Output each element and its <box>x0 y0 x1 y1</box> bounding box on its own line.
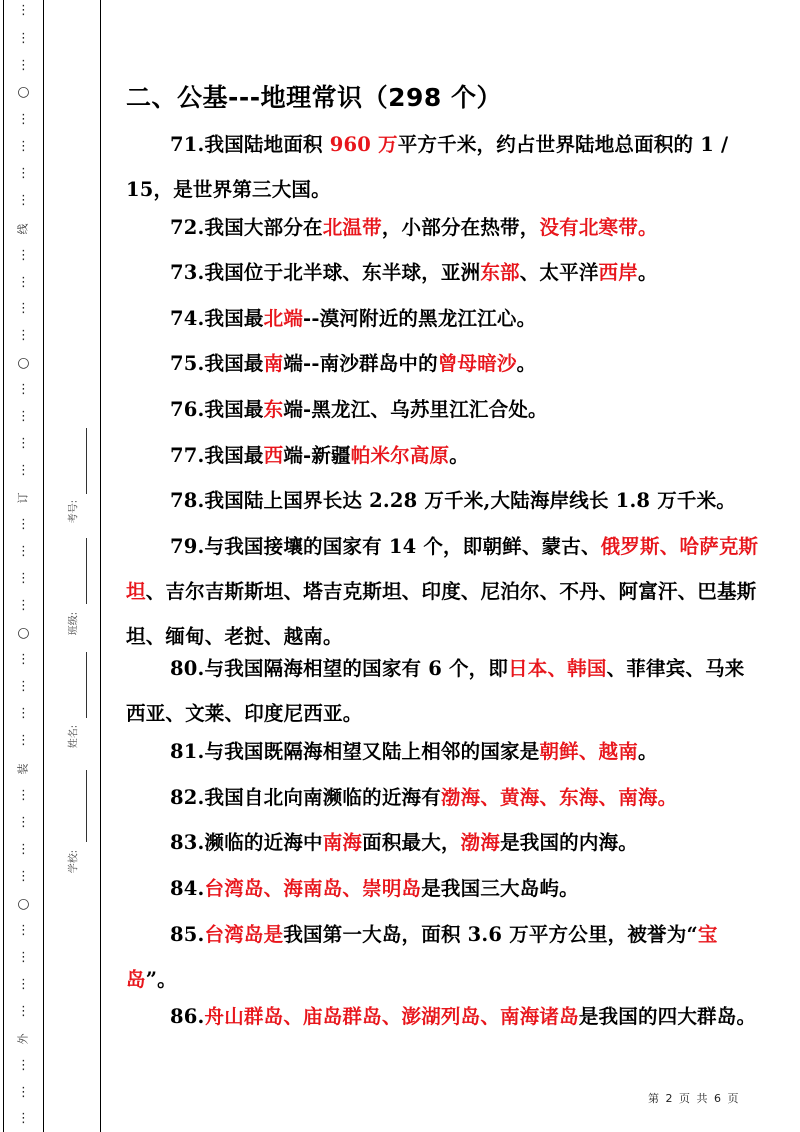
student-info-column <box>44 0 100 1132</box>
dotted-separator: ⋮ <box>17 815 30 830</box>
field-label: 班级: <box>68 611 80 636</box>
circle-marker: ○ <box>17 896 30 912</box>
binding-label: 订 <box>16 492 30 504</box>
dotted-separator: ⋮ <box>17 869 30 884</box>
highlighted-text: 北温带 <box>322 216 382 239</box>
binding-label: 装 <box>16 763 30 775</box>
body-text: 85. <box>170 923 205 946</box>
body-text: 是我国的内海。 <box>500 831 638 854</box>
highlighted-text: 舟山群岛、庙岛群岛、澎湖列岛、南海诸岛 <box>204 1005 579 1028</box>
body-text: 83.濒临的近海中 <box>170 831 323 854</box>
binding-label: 外 <box>16 1033 30 1045</box>
highlighted-text: 日本、韩国 <box>508 657 607 680</box>
dotted-separator: ⋮ <box>17 301 30 316</box>
dotted-separator: ⋮ <box>17 382 30 397</box>
dotted-separator: ⋮ <box>17 275 30 290</box>
dotted-separator: ⋮ <box>17 1058 30 1073</box>
body-text: 是我国的四大群岛。 <box>578 1005 757 1028</box>
highlighted-text: 没有北寒带。 <box>539 216 658 239</box>
body-text: 端-黑龙江、乌苏里江汇合处。 <box>283 398 548 421</box>
dotted-separator: ⋮ <box>17 112 30 127</box>
fill-in-line[interactable] <box>86 652 87 718</box>
circle-marker: ○ <box>17 625 30 641</box>
dotted-separator: ⋮ <box>17 571 30 586</box>
fact-item <box>126 205 762 250</box>
body-text: 79.与我国接壤的国家有 14 个，即朝鲜、蒙古、 <box>170 535 601 558</box>
dotted-separator: ⋮ <box>17 1004 30 1019</box>
body-text: 78.我国陆上国界长达 2.28 万千米,大陆海岸线长 1.8 万千米。 <box>170 489 736 512</box>
fill-in-line[interactable] <box>86 770 87 842</box>
fact-item <box>126 433 762 478</box>
highlighted-text: 朝鲜、越南 <box>539 740 638 763</box>
fact-item <box>126 820 762 865</box>
fact-item <box>126 296 762 341</box>
highlighted-text: 东部 <box>480 261 520 284</box>
highlighted-text: 北端 <box>263 307 304 330</box>
dotted-separator: ⋮ <box>17 977 30 992</box>
body-text: 72.我国大部分在 <box>170 216 323 239</box>
dotted-separator: ⋮ <box>17 1111 30 1126</box>
dotted-separator: ⋮ <box>17 436 30 451</box>
body-text: 74.我国最 <box>170 307 264 330</box>
body-text: 端-新疆 <box>283 444 351 467</box>
body-text: 、菲律宾、马来西亚、文莱、印度尼西亚。 <box>126 657 745 725</box>
fact-item <box>126 122 762 212</box>
dotted-separator: ⋮ <box>17 409 30 424</box>
dotted-separator: ⋮ <box>17 706 30 721</box>
page-number: 第 2 页 共 6 页 <box>648 1092 739 1105</box>
circle-marker: ○ <box>17 355 30 371</box>
fact-item <box>126 646 762 736</box>
body-text: 80.与我国隔海相望的国家有 6 个，即 <box>170 657 509 680</box>
body-text: 是我国三大岛屿。 <box>421 877 579 900</box>
circle-marker: ○ <box>17 84 30 100</box>
body-text: 75.我国最 <box>170 352 264 375</box>
highlighted-text: 台湾岛是 <box>204 923 284 946</box>
dotted-separator: ⋮ <box>17 58 30 73</box>
highlighted-text: 西 <box>263 444 284 467</box>
dotted-separator: ⋮ <box>17 652 30 667</box>
field-label: 考号: <box>68 499 80 524</box>
dotted-separator: ⋮ <box>17 166 30 181</box>
dotted-separator: ⋮ <box>17 328 30 343</box>
dotted-separator: ⋮ <box>17 950 30 965</box>
body-text: 77.我国最 <box>170 444 264 467</box>
highlighted-text: 帕米尔高原 <box>350 444 450 467</box>
highlighted-text: 南海 <box>322 831 363 854</box>
highlighted-text: 俄罗斯、哈萨克斯坦 <box>126 535 759 603</box>
dotted-separator: ⋮ <box>17 248 30 263</box>
body-text: 面积最大， <box>362 831 461 854</box>
dotted-separator: ⋮ <box>17 842 30 857</box>
fact-item <box>126 478 762 523</box>
highlighted-text: 台湾岛、海南岛、崇明岛 <box>204 877 422 900</box>
body-text: 81.与我国既隔海相望又陆上相邻的国家是 <box>170 740 540 763</box>
highlighted-text: 西岸 <box>598 261 638 284</box>
fact-item <box>126 866 762 911</box>
binding-strip <box>4 0 43 1132</box>
fact-item <box>126 994 762 1039</box>
body-text: 、吉尔吉斯斯坦、塔吉克斯坦、印度、尼泊尔、不丹、阿富汗、巴基斯坦、缅甸、老挝、越南。 <box>126 580 757 648</box>
fact-item <box>126 250 762 295</box>
body-text: --漠河附近的黑龙江江心。 <box>303 307 537 330</box>
highlighted-text: 曾母暗沙 <box>437 352 517 375</box>
body-text: 。 <box>516 352 537 375</box>
fact-item <box>126 729 762 774</box>
body-text: 76.我国最 <box>170 398 264 421</box>
fact-item <box>126 341 762 386</box>
fact-item <box>126 775 762 820</box>
dotted-separator: ⋮ <box>17 517 30 532</box>
body-text: ，小部分在热带， <box>381 216 540 239</box>
dotted-separator: ⋮ <box>17 598 30 613</box>
field-label: 学校: <box>68 849 80 874</box>
fill-in-line[interactable] <box>86 538 87 604</box>
dotted-separator: ⋮ <box>17 1085 30 1100</box>
body-text: 82.我国自北向南濒临的近海有 <box>170 786 441 809</box>
highlighted-text: 东 <box>263 398 284 421</box>
highlighted-text: 宝岛 <box>126 923 718 991</box>
body-text: 84. <box>170 877 205 900</box>
highlighted-text: 南 <box>263 352 284 375</box>
dotted-separator: ⋮ <box>17 923 30 938</box>
body-text: 73.我国位于北半球、东半球，亚洲 <box>170 261 481 284</box>
dotted-separator: ⋮ <box>17 3 30 18</box>
binding-label: 线 <box>16 223 30 235</box>
dotted-separator: ⋮ <box>17 139 30 154</box>
body-text: 。 <box>637 740 658 763</box>
highlighted-text: 渤海、黄海、东海、南海。 <box>440 786 678 809</box>
highlighted-text: 960 万 <box>329 133 398 156</box>
dotted-separator: ⋮ <box>17 544 30 559</box>
fact-item <box>126 524 762 659</box>
body-text: 端--南沙群岛中的 <box>283 352 438 375</box>
dotted-separator: ⋮ <box>17 788 30 803</box>
body-text: 。 <box>637 261 658 284</box>
body-text: 71.我国陆地面积 <box>170 133 330 156</box>
dotted-separator: ⋮ <box>17 193 30 208</box>
body-text: 平方千米，约占世界陆地总面积的 1 / 15，是世界第三大国。 <box>126 133 729 201</box>
section-title: 二、公基---地理常识（298 个） <box>126 83 503 112</box>
fact-item <box>126 912 762 1002</box>
margin-border <box>100 0 101 1132</box>
dotted-separator: ⋮ <box>17 31 30 46</box>
dotted-separator: ⋮ <box>17 463 30 478</box>
body-text: 、太平洋 <box>519 261 599 284</box>
body-text: ”。 <box>145 968 177 991</box>
body-text: 。 <box>449 444 469 467</box>
highlighted-text: 渤海 <box>460 831 501 854</box>
dotted-separator: ⋮ <box>17 733 30 748</box>
body-text: 我国第一大岛，面积 3.6 万平方公里，被誉为“ <box>283 923 698 946</box>
field-label: 姓名: <box>68 724 80 749</box>
body-text: 86. <box>170 1005 205 1028</box>
fact-item <box>126 387 762 432</box>
dotted-separator: ⋮ <box>17 679 30 694</box>
fill-in-line[interactable] <box>86 428 87 494</box>
